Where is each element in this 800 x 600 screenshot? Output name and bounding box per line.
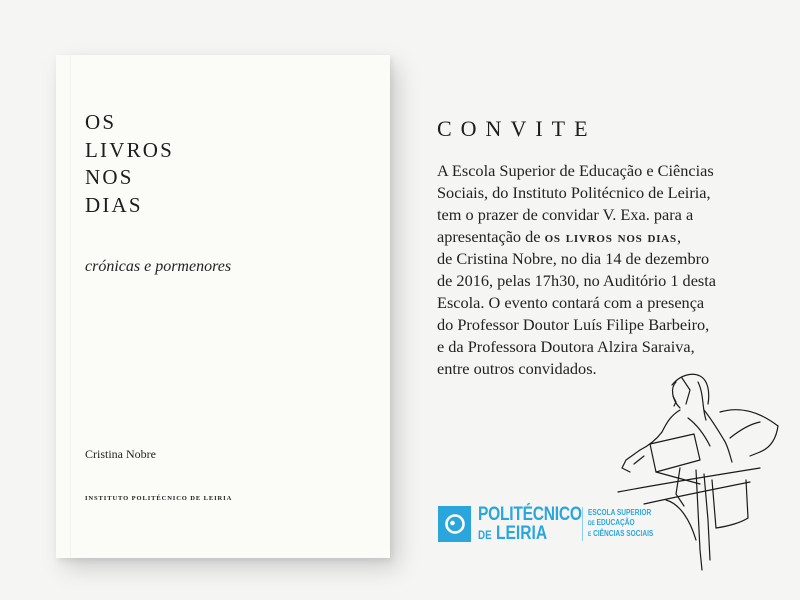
book-publisher: INSTITUTO POLITÉCNICO DE LEIRIA [85,495,233,502]
invitation-body [437,160,800,380]
book-title-line: LIVROS [85,137,175,162]
book-spine-line [70,55,71,558]
logo-school-name [588,508,653,541]
logo-name-line1: POLITÉCNICO [478,504,582,525]
invitation-heading: CONVITE [437,116,597,141]
logo-school-text: EDUCAÇÃO [596,517,635,527]
invitation-line: tem o prazer de convidar V. Exa. para a [437,205,694,224]
logo-name-line2 [478,524,582,543]
book-title [85,109,174,219]
book-author: Cristina Nobre [85,447,156,461]
logo-school-prefix: DE [588,520,595,527]
book-title-line: NOS [85,165,134,189]
invitation-line: de 2016, pelas 17h30, no Auditório 1 desta [437,271,717,290]
book-subtitle: crónicas e pormenores [85,258,232,275]
circle-eye-icon [438,506,471,542]
text: apresentação de [437,227,545,246]
eye-glyph-icon [444,513,466,535]
text: , [676,227,682,246]
logo-name-prefix: DE [478,528,492,542]
logo-school-text: CIÊNCIAS SOCIAIS [593,529,654,538]
invitation-line: e da Professora Doutora Alzira Saraiva, [437,337,695,356]
book-title-line: DIAS [85,192,143,217]
invitation-line: do Professor Doutor Luís Filipe Barbeiro, [437,315,710,334]
book-cover [56,55,390,558]
invitation-line: A Escola Superior de Educação e Ciências [437,161,714,180]
book-title-inline: os livros nos dias [544,227,677,246]
logo-institution-name [478,505,605,543]
invitation-line: Escola. O evento contará com a presença [437,293,705,312]
invitation-line: entre outros convidados. [437,359,597,378]
logo-school-line: ESCOLA SUPERIOR [588,508,652,517]
invitation-line [437,226,800,248]
logo-school-line [588,518,653,530]
politecnico-leiria-logo [438,504,654,544]
logo-school-prefix: E [588,532,592,538]
book-title-line: OS [85,110,117,134]
logo-name-city: LEIRIA [496,523,548,544]
sketch-figure-reading-icon [600,360,800,600]
logo-school-line [588,529,653,541]
logo-divider [582,507,583,541]
invitation-line: Sociais, do Instituto Politécnico de Leiria, [437,183,711,202]
invitation-line: de Cristina Nobre, no dia 14 de dezembro [437,249,710,268]
